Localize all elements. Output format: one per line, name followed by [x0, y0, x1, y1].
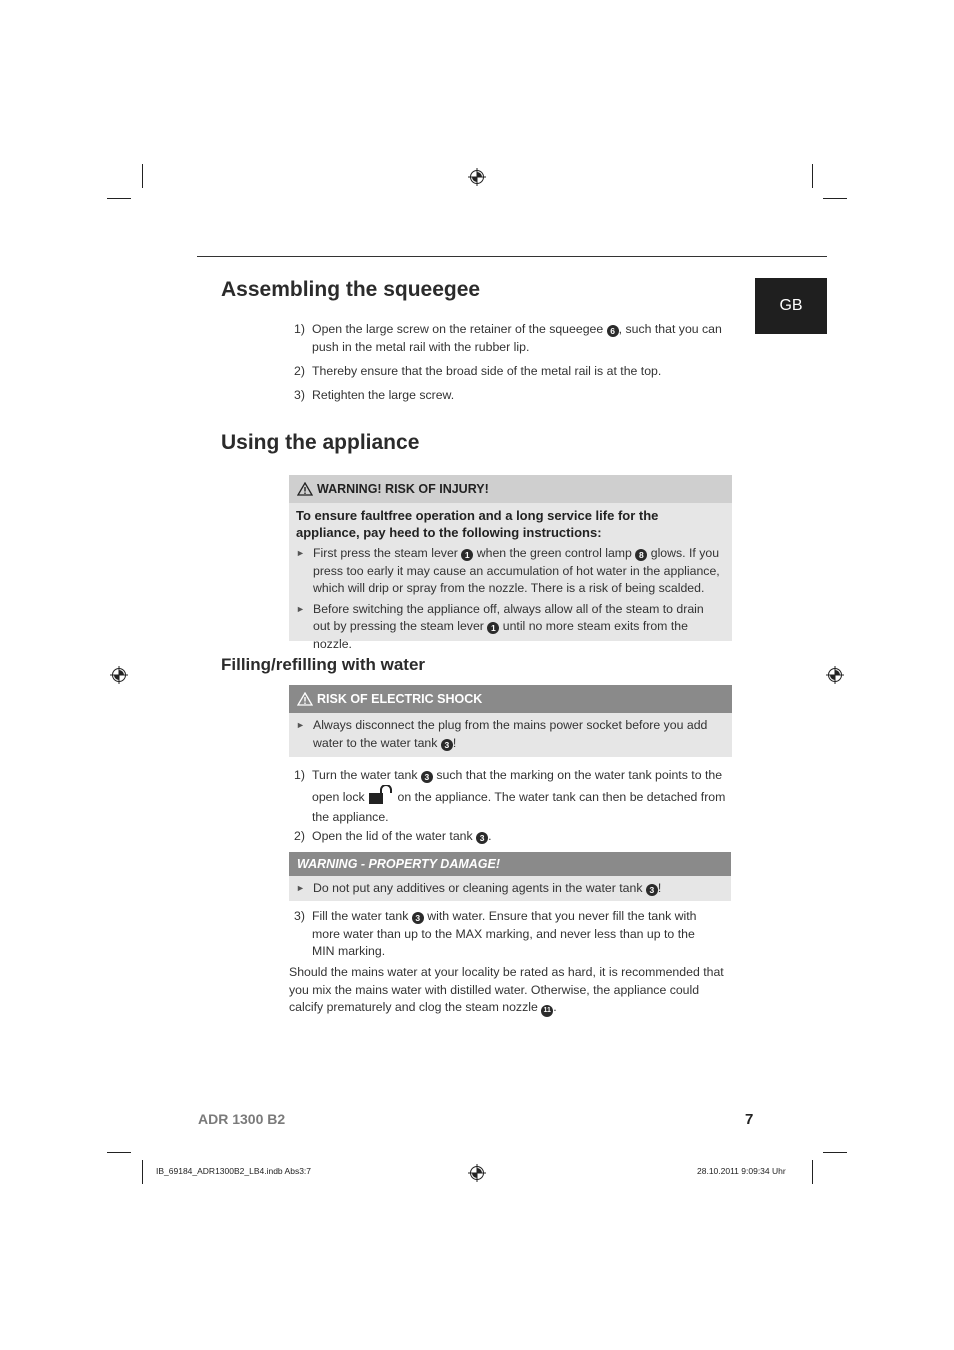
step-number: 3) — [294, 388, 305, 402]
open-lock-icon — [368, 785, 394, 805]
page-number: 7 — [745, 1111, 754, 1128]
bullet-item — [296, 880, 723, 898]
step-text: such that the marking on the water tank points to the open lock — [312, 768, 723, 804]
bullet-item — [296, 545, 724, 598]
part-ref: 1 — [487, 622, 499, 634]
header-rule — [197, 256, 827, 257]
crop-mark — [812, 1160, 813, 1184]
note-text: Should the mains water at your locality be rated as hard, it is recommended that you mix the mains water with distilled water. Otherwise, the appliance could calcify prematurely and clog the steam nozzle — [289, 965, 724, 1014]
step-text: Thereby ensure that the broad side of the metal rail is at the top. — [312, 364, 662, 378]
step-number: 1) — [294, 322, 305, 336]
property-heading: WARNING - PROPERTY DAMAGE! — [297, 857, 501, 871]
warning-triangle-icon — [297, 482, 313, 496]
step-item — [294, 321, 734, 356]
step-text: with water. Ensure that you never fill the tank with more water than up to the MAX marking, and never less than up to the MIN marking. — [312, 909, 697, 958]
registration-mark-icon — [826, 666, 844, 684]
crop-mark — [107, 1152, 131, 1153]
step-number: 2) — [294, 364, 305, 378]
crop-mark — [823, 198, 847, 199]
bullet-text: ! — [657, 881, 662, 895]
step-number: 2) — [294, 829, 305, 843]
registration-mark-icon — [110, 666, 128, 684]
bullet-text: First press the steam lever — [313, 546, 458, 560]
arrow-bullet-icon: ► — [296, 883, 305, 893]
warning-triangle-icon — [297, 692, 313, 706]
warning-intro: To ensure faultfree operation and a long service life for the appliance, pay heed to the following instructions: — [296, 508, 659, 540]
step-text: Turn the water tank — [312, 768, 418, 782]
step-number: 3) — [294, 909, 305, 923]
step-item — [294, 828, 734, 846]
language-tab: GB — [755, 278, 827, 334]
part-ref: 11 — [541, 1005, 553, 1017]
part-ref: 3 — [476, 832, 488, 844]
warning-injury-box — [289, 475, 732, 651]
step-text: , such that you can push in the metal rail with the rubber lip. — [312, 322, 722, 354]
part-ref: 3 — [646, 884, 658, 896]
model-name: ADR 1300 B2 — [198, 1111, 286, 1127]
bullet-text: ! — [452, 735, 457, 750]
part-ref: 1 — [461, 549, 473, 561]
crop-mark — [823, 1152, 847, 1153]
slug-left: IB_69184_ADR1300B2_LB4.indb Abs3:7 — [156, 1166, 312, 1176]
bullet-text: when the green control lamp — [476, 546, 632, 560]
crop-mark — [142, 164, 143, 188]
arrow-bullet-icon: ► — [296, 720, 305, 730]
hard-water-note — [289, 964, 733, 1017]
arrow-bullet-icon: ► — [296, 548, 305, 558]
note-text: . — [553, 1000, 557, 1014]
part-ref: 6 — [607, 325, 619, 337]
bullet-item — [296, 717, 724, 752]
bullet-text: Do not put any additives or cleaning agents in the water tank — [313, 881, 643, 895]
part-ref: 8 — [635, 549, 647, 561]
step-number: 1) — [294, 768, 305, 782]
warning-header — [289, 475, 732, 503]
section-title-using: Using the appliance — [221, 431, 420, 454]
bullet-text: glows. If you press too early it may cause an accumulation of hot water in the appliance, which will drip or spray from the nozzle. There is a risk of being scalded. — [313, 546, 720, 595]
registration-mark-icon — [468, 168, 486, 186]
part-ref: 3 — [412, 912, 424, 924]
part-ref: 3 — [441, 739, 453, 751]
warning-heading: WARNING! RISK OF INJURY! — [317, 482, 489, 496]
bullet-text: Always disconnect the plug from the mains power socket before you add water to the water tank — [313, 718, 708, 750]
step-item — [294, 765, 734, 827]
slug-right: 28.10.2011 9:09:34 Uhr — [697, 1166, 786, 1176]
step-item — [294, 387, 734, 405]
arrow-bullet-icon: ► — [296, 603, 305, 614]
step-text: on the appliance. The water tank can then be detached from the appliance. — [312, 790, 726, 824]
section-title-filling: Filling/refilling with water — [221, 655, 426, 674]
bullet-text: until no more steam exits from the nozzle. — [313, 619, 688, 651]
registration-mark-icon — [468, 1164, 486, 1182]
step-text: Open the lid of the water tank — [312, 829, 473, 843]
bullet-text: Before switching the appliance off, always allow all of the steam to drain out by pressing the steam lever — [313, 601, 704, 633]
step-item — [294, 363, 734, 381]
crop-mark — [107, 198, 131, 199]
property-damage-box — [289, 852, 731, 901]
property-header — [289, 852, 731, 876]
step-item — [294, 908, 704, 961]
bullet-item — [296, 601, 724, 654]
shock-header — [289, 685, 732, 713]
crop-mark — [142, 1160, 143, 1184]
step-text: Open the large screw on the retainer of the squeegee — [312, 322, 604, 336]
part-ref: 3 — [421, 771, 433, 783]
crop-mark — [812, 164, 813, 188]
electric-shock-box — [289, 685, 732, 757]
section-title-assembling: Assembling the squeegee — [221, 278, 481, 301]
step-text: Retighten the large screw. — [312, 388, 455, 402]
shock-heading: RISK OF ELECTRIC SHOCK — [317, 692, 483, 706]
step-text: Fill the water tank — [312, 909, 409, 923]
step-text: . — [488, 829, 492, 843]
